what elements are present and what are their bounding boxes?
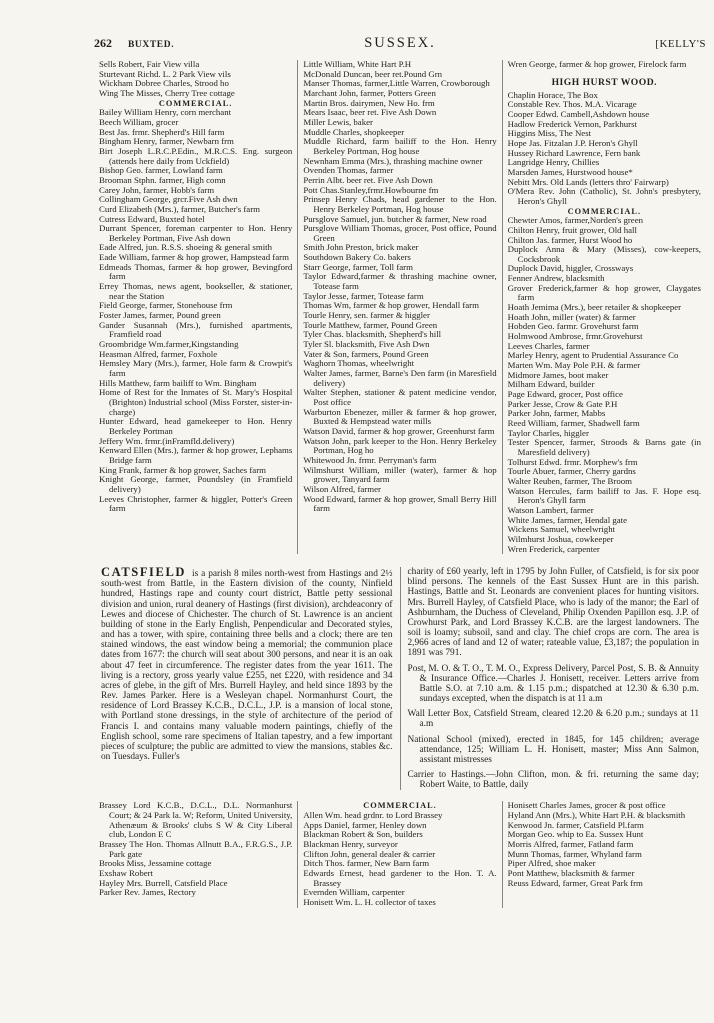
directory-entry: Taylor Edward,farmer & thrashing machine owner, Totease farm	[303, 271, 497, 292]
postal-note: Carrier to Hastings.—John Clifton, mon. & fri. returning the same day; Robert Waite, to Battle, daily	[407, 769, 699, 791]
directory-entry: Clifton John, general dealer & carrier	[303, 848, 436, 859]
directory-entry: Bingham Henry, farmer, Newbarn frm	[99, 136, 234, 147]
directory-entry: Hemsley Mary (Mrs.), farmer, Hole farm & Crowpit's farm	[99, 358, 293, 378]
catsfield-continuation-paragraph: charity of £60 yearly, left in 1795 by John Fuller, of Catsfield, is for six poor blind persons. The kennels of the East Sussex Hunt are in this parish. Hastings, Battle and St. Leonards are convenient places for hunting visitors. Mrs. Burrell Hayley, of Catsfield Place, who is lady of the manor; the Earl of Ashburnham, the Duchess of Cleveland, Philip Oxenden Papillon esq. J.P. of Crowhurst Park, and Lord Brassey K.C.B. are the largest landowners. The soil is loamy; subsoil, sand and clay. The chief crops are corn. The area is 2,966 acres of land and 12 of water; rateable value, £3,187; the population in 1891 was 791.	[407, 567, 699, 659]
directory-entry: Chaplin Horace, The Box	[507, 89, 598, 100]
directory-entry: Blackman Henry, surveyor	[303, 838, 398, 849]
directory-entry: Whitewood Jn. frmr. Perryman's farm	[303, 454, 437, 465]
directory-entry: Marchant John, farmer, Potters Green	[303, 87, 436, 98]
directory-entry: Fenner Andrew, blacksmith	[507, 273, 605, 284]
directory-entry: Tourle Abuer, farmer, Cherry gardns	[507, 466, 636, 477]
directory-entry: Wren Frederick, carpenter	[507, 543, 600, 554]
directory-entry: Hobden Geo. farmr. Grovehurst farm	[507, 321, 639, 332]
directory-entry: Mears Isaac, beer ret. Five Ash Down	[303, 107, 437, 118]
directory-entry: Martin Bros. dairymen, New Ho. frm	[303, 97, 435, 108]
directory-entry: Walter James, farmer, Barne's Den farm (in Maresfield delivery)	[303, 368, 497, 388]
catsfield-intro-text: is a parish 8 miles north-west from Hastings and 2½ south-west from Battle, in the Eastern division of the county, Ninfield hundred, Hastings rape and county court district, Battle petty sessional division and union, rural deanery of Hastings (first division), archdeaconry of Lewes and diocese of Chichester. The church of St. Lawrence is an ancient building of stone in the Early English, Penpendicular and Decorated styles, and has a tower, with spire, containing three bells and a clock; there are ten stained windows, the east window being a memorial; the communion place dates from 1677: the church will seat about 300 persons, and near it is an oak about 47 feet in circumference. The register dates from the year 1611. The living is a rectory, gross yearly value £255, net £220, with residence and 34 acres of glebe, in the gift of Mrs. Burrell Hayley, and held since 1893 by the Rev. James Parker. Here is a Wesleyan chapel. Normanhurst Court, the residence of Lord Brassey K.C.B., D.C.L., J.P. is a mansion of local stone, with Portland stone dressings, in the style of architecture of the period of Francis I. and contains many valuable modern paintings, chiefly of the English school, some rare specimens of Italian tapestry, and a few important pieces of sculpture; the public are admitted to view the mansions, stables &c. on Tuesdays. Fuller's	[101, 569, 393, 762]
directory-entry: Marsden James, Hurstwood house*	[507, 166, 633, 177]
directory-entry: Jeffery Wm. frmr.(inFramfld.delivery)	[99, 435, 235, 446]
publisher-mark: [KELLY'S	[655, 38, 706, 50]
directory-entry: Vater & Son, farmers, Pound Green	[303, 348, 429, 359]
directory-entry: Curd Elizabeth (Mrs.), farmer, Butcher's farm	[99, 203, 260, 214]
directory-entry: Langridge Henry, Chillies	[507, 157, 600, 168]
catsfield-residents-column	[94, 801, 297, 907]
directory-entry: Muddle Charles, shopkeeper	[303, 126, 405, 137]
directory-entry: Durrant Spencer, foreman carpenter to Hon. Henry Berkeley Portman, Five Ash down	[99, 223, 293, 243]
directory-entry: Field George, farmer, Stonehouse frm	[99, 300, 233, 311]
directory-entry: Wickham Dobree Charles, Strood ho	[99, 78, 229, 89]
directory-entry: Evernden William, carpenter	[303, 887, 405, 898]
directory-entry: Taylor Jesse, farmer, Totease farm	[303, 290, 424, 301]
directory-entry: Wilmhurst Joshua, cowkeeper	[507, 533, 614, 544]
directory-entry: Thomas Wm, farmer & hop grower, Hendall farm	[303, 300, 479, 311]
directory-entry: Brassey The Hon. Thomas Allnutt B.A., F.R.G.S., J.P. Park gate	[99, 838, 293, 859]
directory-entry: Hussey Richard Lawrence, Fern bank	[507, 147, 641, 158]
directory-entry: Wilson Alfred, farmer	[303, 483, 381, 494]
directory-entry: Pott Chas.Stanley,frmr.Howbourne fm	[303, 184, 439, 195]
page-number: 262	[94, 36, 112, 50]
directory-entry: Parker Rev. James, Rectory	[99, 887, 196, 898]
directory-entry: Marten Wm. May Pole P.H. & farmer	[507, 360, 641, 371]
locality-title: BUXTED.	[128, 40, 175, 50]
buxted-column-1	[94, 60, 297, 554]
directory-entry: Constable Rev. Thos. M.A. Vicarage	[507, 99, 637, 110]
directory-entry: Tyler Sl. blacksmith, Five Ash Dwn	[303, 339, 430, 350]
directory-entry: Duplock Anna & Mary (Misses), cow-keepers, Cocksbrook	[507, 244, 701, 264]
postal-note: Wall Letter Box, Catsfield Stream, cleared 12.20 & 6.20 p.m.; sundays at 11 a.m	[407, 709, 699, 730]
directory-entry: Errey Thomas, news agent, bookseller, & stationer, near the Station	[99, 281, 293, 301]
directory-entry: Parker John, farmer, Mabbs	[507, 408, 606, 419]
directory-entry: King Frank, farmer & hop grower, Saches farm	[99, 464, 266, 475]
directory-entry: Southdown Bakery Co. bakers	[303, 252, 411, 263]
directory-entry: Watson John, park keeper to the Hon. Henry Berkeley Portman, Hog ho	[303, 435, 497, 456]
column-heading: COMMERCIAL.	[567, 206, 642, 216]
directory-entry: Best Jas. frmr. Shepherd's Hill farm	[99, 126, 225, 137]
directory-entry: Marley Henry, agent to Prudential Assurance Co	[507, 350, 679, 361]
directory-entry: Wood Edward, farmer & hop grower, Small Berry Hill farm	[303, 493, 497, 514]
directory-entry: Edmeads Thomas, farmer & hop grower, Bevingford farm	[99, 261, 293, 282]
directory-entry: Walter Reuben, farmer, The Broom	[507, 475, 632, 486]
directory-entry: Allen Wm. head grdnr. to Lord Brassey	[303, 809, 443, 820]
directory-entry: Sells Robert, Fair View villa	[99, 59, 200, 69]
directory-entry: Piper Alfred, shoe maker	[507, 858, 596, 869]
directory-entry: Knight George, farmer, Poundsley (in Framfield delivery)	[99, 474, 293, 494]
directory-entry: O'Mera Rev. John (Catholic), St. John's presbytery, Heron's Ghyll	[507, 186, 701, 206]
directory-entry: Collingham George, grcr.Five Ash dwn	[99, 194, 238, 205]
buxted-directory-section	[94, 60, 706, 554]
catsfield-commercial-column-2	[502, 801, 706, 907]
directory-entry: Watson Hercules, farm bailiff to Jas. F. Hope esq. Heron's Ghyll farm	[507, 485, 701, 506]
county-title: SUSSEX.	[364, 35, 436, 51]
directory-entry: Beech William, grocer	[99, 116, 179, 127]
directory-entry: Tolhurst Edwd. frmr. Morphew's frm	[507, 456, 638, 467]
directory-entry: Hadlow Frederick Vernon, Parkhurst	[507, 118, 637, 129]
directory-entry: Bailey William Henry, corn merchant	[99, 107, 232, 118]
directory-entry: Hyland Ann (Mrs.), White Hart P.H. & blacksmith	[507, 809, 686, 820]
directory-entry: Hope Jas. Fitzalan J.P. Heron's Ghyll	[507, 137, 638, 148]
directory-entry: Hoath Jemima (Mrs.), beer retailer & shopkeeper	[507, 302, 682, 313]
catsfield-right-column	[400, 567, 707, 790]
directory-entry: Starr George, farmer, Toll farm	[303, 261, 413, 272]
directory-entry: Morgan Geo. whip to Ea. Sussex Hunt	[507, 829, 644, 840]
directory-entry: Foster James, farmer, Pound green	[99, 310, 221, 321]
directory-entry: Watson Lambert, farmer	[507, 504, 594, 515]
directory-entry: Perrin Albt. beer ret. Five Ash Down	[303, 174, 433, 185]
buxted-column-3	[502, 60, 706, 554]
directory-entry: Kenwood Jn. farmer, Catsfield Pl.farm	[507, 819, 644, 830]
directory-entry: Prinsep Henry Chads, head gardener to the Hon. Henry Berkeley Portman, Hog house	[303, 194, 497, 214]
directory-entry: Ditch Thos. farmer, New Barn farm	[303, 858, 430, 869]
catsfield-commercial-column-1	[297, 801, 501, 907]
directory-entry: Pont Matthew, blacksmith & farmer	[507, 867, 635, 878]
catsfield-lead-word: CATSFIELD	[101, 565, 187, 580]
directory-entry: Pursglove William Thomas, grocer, Post office, Pound Green	[303, 223, 497, 243]
directory-entry: Wilmshurst William, miller (water), farmer & hop grower, Tanyard farm	[303, 464, 497, 485]
header-left	[94, 34, 298, 52]
directory-entry: Gander Susannah (Mrs.), furnished apartments, Framfield road	[99, 319, 293, 340]
column-heading: COMMERCIAL.	[158, 98, 233, 108]
catsfield-postal-notes	[408, 664, 700, 791]
directory-entry: Blackman Robert & Son, builders	[303, 829, 423, 840]
directory-entry: Leeves Charles, farmer	[507, 340, 590, 351]
directory-entry: Bishop Geo. farmer, Lowland farm	[99, 165, 223, 176]
directory-entry: Watson David, farmer & hop grower, Greenhurst farm	[303, 425, 495, 436]
directory-entry: Duplock David, higgler, Crossways	[507, 263, 634, 274]
directory-entry: Grover Frederick,farmer & hop grower, Claygates farm	[507, 282, 701, 303]
directory-entry: Edwards Ernest, head gardener to the Hon. T. A. Brassey	[303, 867, 497, 888]
directory-entry: Waghorn Thomas, wheelwright	[303, 358, 415, 369]
directory-entry: Carey John, farmer, Hobb's farm	[99, 184, 215, 195]
directory-entry: Ovenden Thomas, farmer	[303, 165, 394, 176]
directory-entry: Groombridge Wm.farmer,Kingstanding	[99, 339, 239, 350]
directory-entry: Home of Rest for the Inmates of St. Mary's Hospital (Brighton) Industrial school (Miss Forster, sister-in-charge)	[99, 387, 293, 417]
directory-entry: Tester Spencer, farmer, Stroods & Barns gate (in Maresfield delivery)	[507, 437, 701, 457]
directory-entry: Warburton Ebenezer, miller & farmer & hop grower, Buxted & Hempstead water mills	[303, 406, 497, 427]
directory-entry: Wickens Samuel, wheelwright	[507, 524, 616, 535]
directory-entry: Birt Joseph L.R.C.P.Edin., M.R.C.S. Eng. surgeon (attends here daily from Uckfield)	[99, 145, 293, 166]
directory-entry: Pursglove Samuel, jun. butcher & farmer, New road	[303, 213, 487, 224]
directory-entry: Little William, White Hart P.H	[303, 59, 412, 69]
postal-note: Post, M. O. & T. O., T. M. O., Express Delivery, Parcel Post, S. B. & Annuity & Insurance Office.—Charles J. Honisett, receiver. Letters arrive from Battle S.O. at 7.10 a.m. & 1.15 p.m.; dispatched at 12.30 & 6.30 p.m. sundays excepted, when the dispatch is at 11 a.m	[407, 663, 699, 705]
directory-entry: McDonald Duncan, beer ret.Pound Grn	[303, 68, 443, 79]
directory-entry: Heasman Alfred, farmer, Foxhole	[99, 348, 218, 359]
directory-entry: Cooper Edwd. Cambell,Ashdown house	[507, 108, 650, 119]
directory-entry: Nebitt Mrs. Old Lands (letters thro' Fairwarp)	[507, 176, 669, 187]
column-heading: COMMERCIAL.	[363, 801, 437, 811]
directory-entry: Hunter Edward, head gamekeeper to Hon. Henry Berkeley Portman	[99, 416, 293, 436]
directory-entry: Kenward Ellen (Mrs.), farmer & hop grower, Lephams Bridge farm	[99, 445, 293, 465]
catsfield-left-column	[94, 567, 400, 790]
directory-entry: White James, farmer, Hendal gate	[507, 514, 627, 525]
page-header	[94, 34, 706, 52]
directory-entry: Walter Stephen, stationer & patent medicine vendor, Post office	[303, 387, 497, 407]
directory-entry: Chewter Amos, farmer,Norden's green	[507, 215, 643, 226]
directory-entry: Munn Thomas, farmer, Whyland farm	[507, 848, 642, 859]
catsfield-description-section	[94, 567, 706, 790]
directory-entry: Hayley Mrs. Burrell, Catsfield Place	[99, 877, 228, 888]
catsfield-intro-paragraph	[101, 567, 393, 762]
directory-entry: Hills Matthew, farm bailiff to Wm. Bingham	[99, 377, 257, 388]
directory-entry: Brooks Miss, Jessamine cottage	[99, 858, 212, 869]
directory-entry: Newnham Emma (Mrs.), thrashing machine owner	[303, 155, 483, 166]
directory-entry: Manser Thomas, farmer,Little Warren, Crowborough	[303, 78, 490, 89]
directory-entry: Parker Jesse, Crow & Gate P.H	[507, 398, 618, 409]
directory-entry: Brassey Lord K.C.B., D.C.L., D.L. Normanhurst Court; & 24 Park la. W; Reform, United University, Athenæum & Brooks' clubs S W & City Liberal club, London E C	[99, 800, 293, 840]
directory-entry: Midmore James, boot maker	[507, 369, 609, 380]
directory-entry: Exshaw Robert	[99, 867, 153, 878]
directory-entry: Honisett Wm. L. H. collector of taxes	[303, 896, 436, 907]
directory-entry: Reed William, farmer, Shadwell farm	[507, 417, 640, 428]
directory-entry: Holmwood Ambrose, frmr.Grovehurst	[507, 331, 643, 342]
directory-entry: Morris Alfred, farmer, Fatland farm	[507, 838, 634, 849]
directory-entry: Tourle Henry, sen. farmer & higgler	[303, 310, 430, 321]
catsfield-directory-section	[94, 801, 706, 907]
directory-entry: Apps Daniel, farmer, Henley down	[303, 819, 427, 830]
directory-entry: Chilton Henry, fruit grower, Old hall	[507, 224, 637, 235]
directory-entry: Eade Alfred, jun. R.S.S. shoeing & general smith	[99, 242, 272, 253]
directory-entry: Tyler Chas. blacksmith, Shepherd's hill	[303, 329, 442, 340]
directory-entry: Smith John Preston, brick maker	[303, 242, 419, 253]
postal-note: National School (mixed), erected in 1845, for 145 children; average attendance, 125; William L. H. Honisett, master; Miss Ann Salmon, assistant mistresses	[407, 734, 699, 765]
directory-entry: Milham Edward, builder	[507, 379, 595, 390]
directory-entry: Taylor Charles, higgler	[507, 427, 589, 438]
directory-entry: Miller Lewis, baker	[303, 116, 373, 127]
directory-entry: Muddle Richard, farm bailiff to the Hon. Henry Berkeley Portman, Hog house	[303, 136, 497, 156]
column-heading: HIGH HURST WOOD.	[551, 76, 658, 88]
directory-entry: Cutress Edward, Buxted hotel	[99, 213, 205, 224]
directory-entry: Wren George, farmer & hop grower, Firelock farm	[507, 59, 687, 69]
directory-entry: Higgins Miss, The Nest	[507, 128, 592, 139]
directory-entry: Eade William, farmer & hop grower, Hampstead farm	[99, 252, 289, 263]
directory-entry: Brooman Stphn. farmer, High comn	[99, 174, 226, 185]
directory-entry: Sturtevant Richd. L. 2 Park View vils	[99, 68, 231, 79]
directory-entry: Wing The Misses, Cherry Tree cottage	[99, 87, 235, 98]
directory-entry: Leeves Christopher, farmer & higgler, Potter's Green farm	[99, 493, 293, 514]
directory-entry: Honisett Charles James, grocer & post office	[507, 800, 666, 811]
buxted-column-2	[297, 60, 501, 554]
directory-entry: Tourle Matthew, farmer, Pound Green	[303, 319, 438, 330]
directory-entry: Page Edward, grocer, Post office	[507, 389, 623, 399]
directory-entry: Reuss Edward, farmer, Great Park frm	[507, 877, 643, 888]
directory-entry: Hoath John, miller (water) & farmer	[507, 311, 636, 322]
directory-entry: Chilton Jas. farmer, Hurst Wood ho	[507, 234, 633, 245]
